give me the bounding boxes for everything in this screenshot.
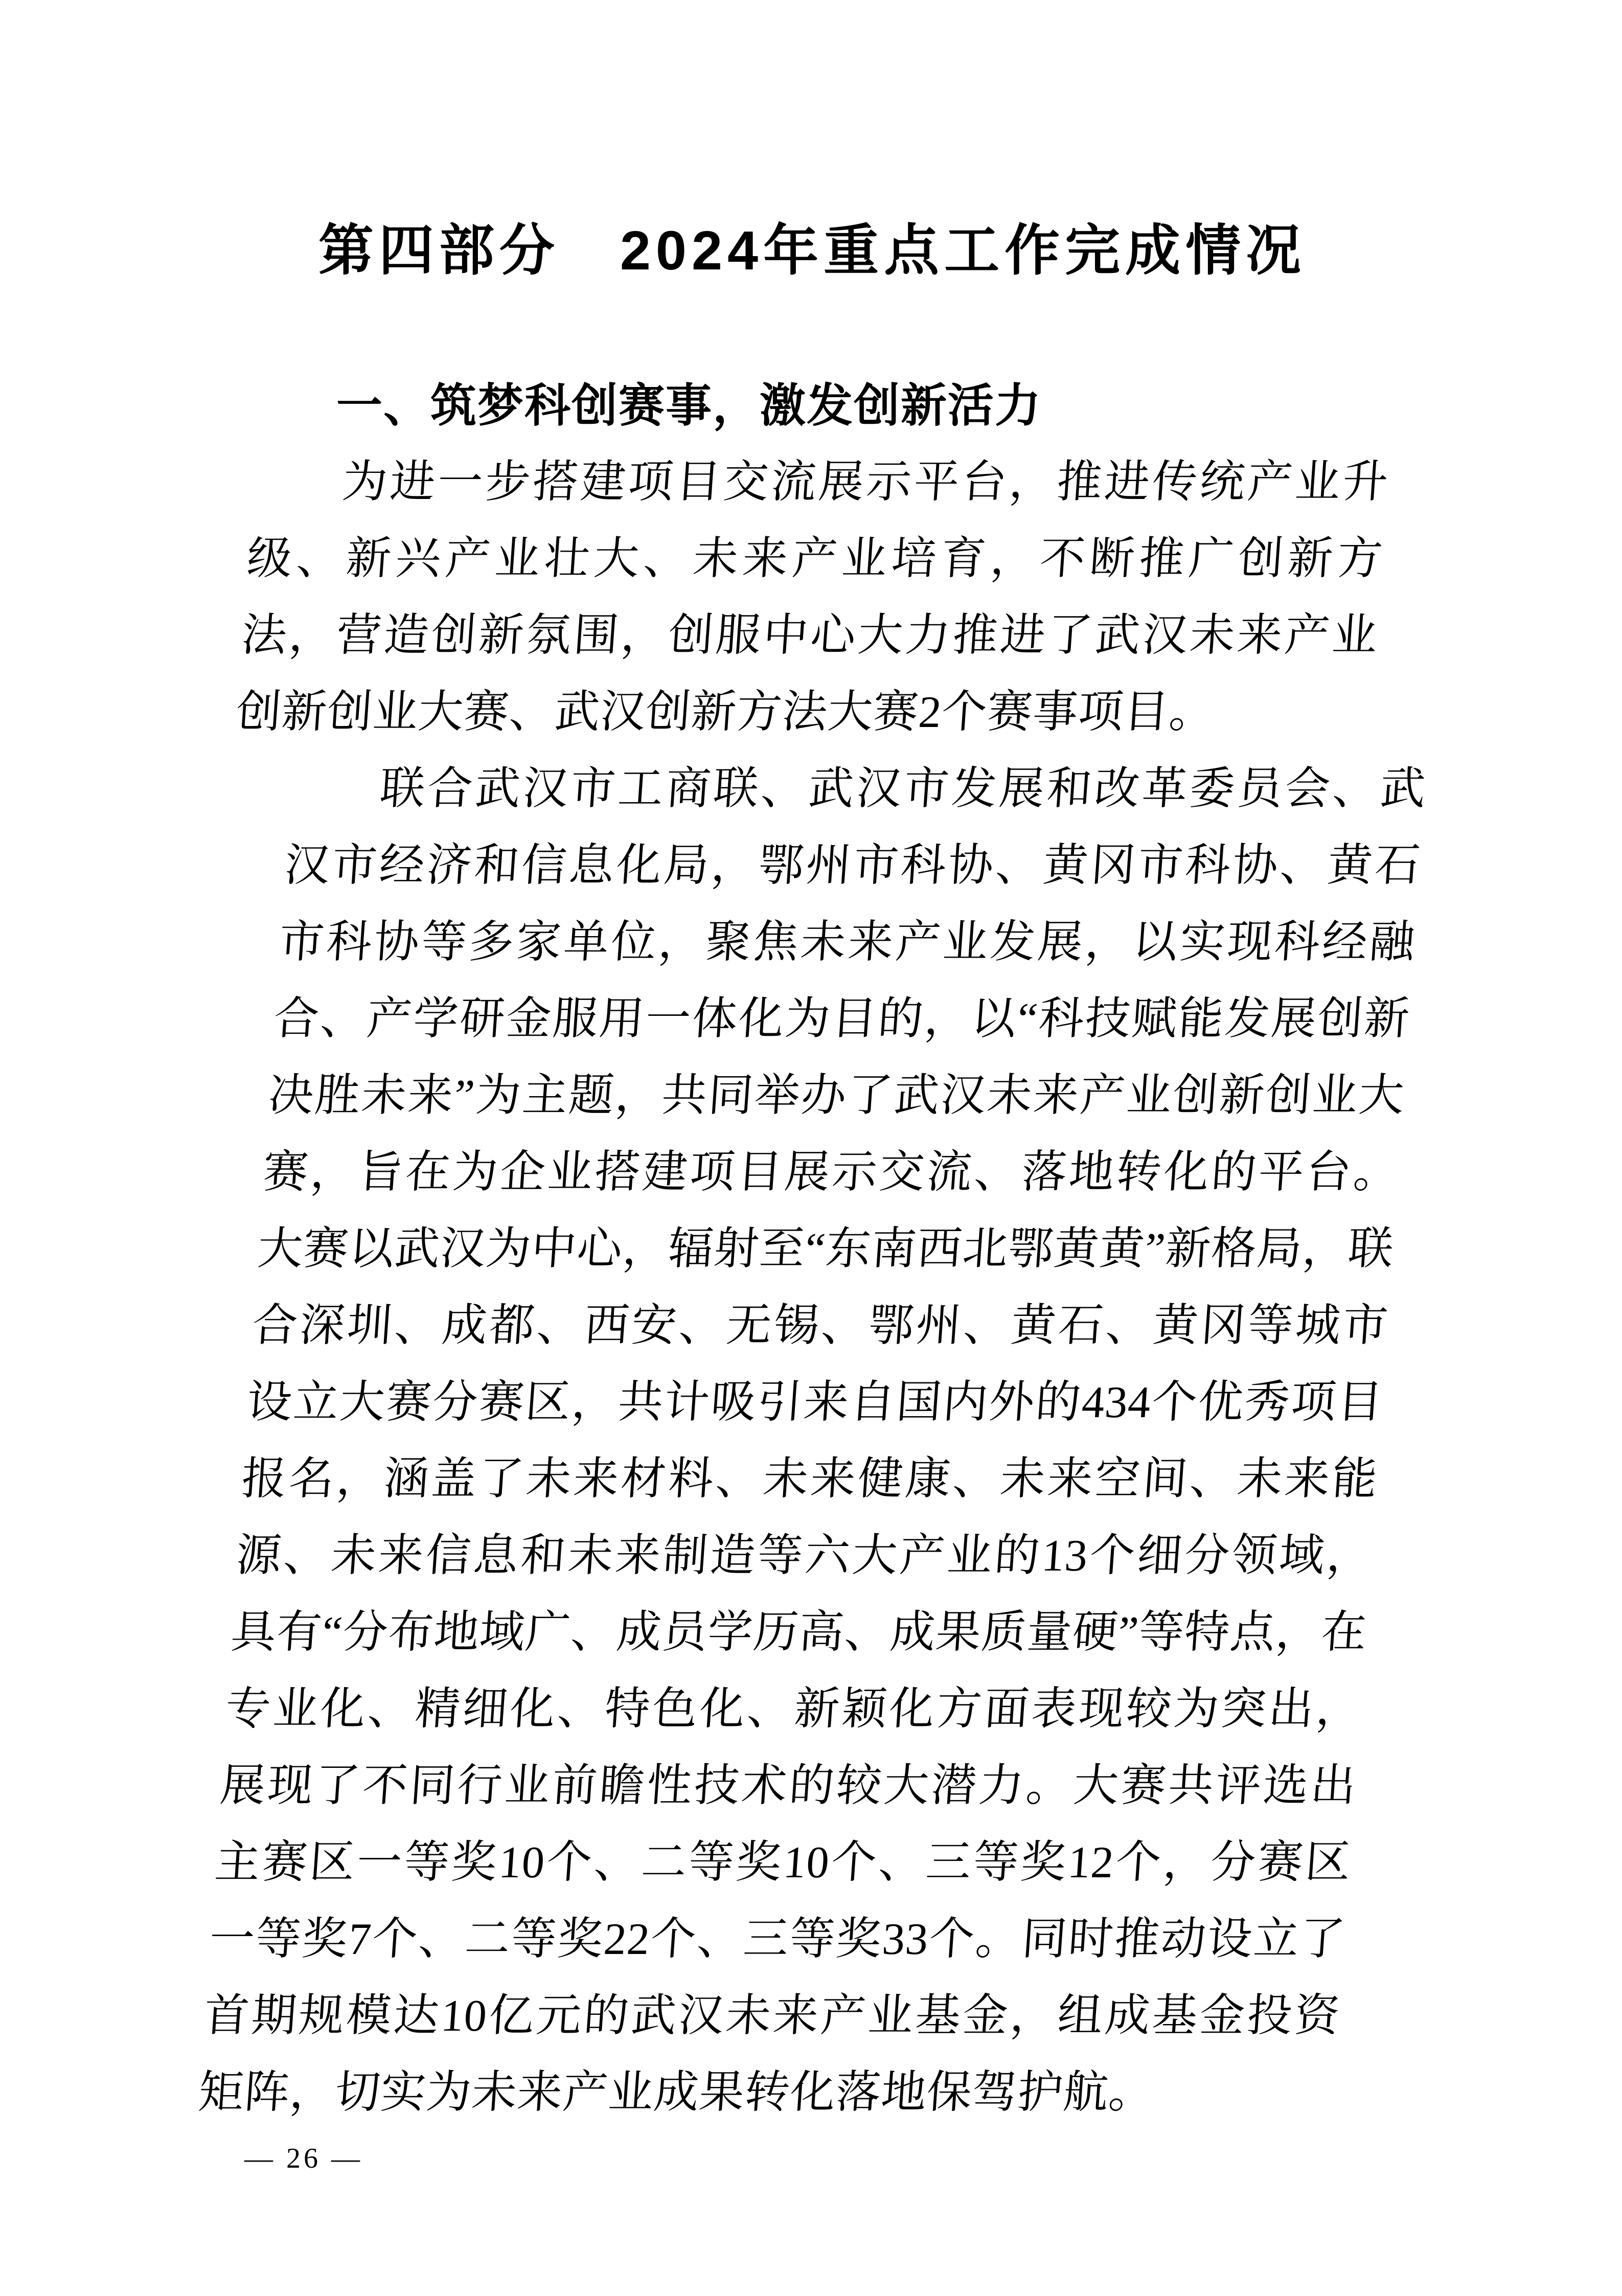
- page-number: — 26 —: [244, 2143, 363, 2174]
- paragraph-1: 为进一步搭建项目交流展示平台，推进传统产业升级、新兴产业壮大、未来产业培育，不断推广创新方法，营造创新氛围，创服中心大力推进了武汉未来产业创新创业大赛、武汉创新方法大赛2个赛事项目。: [234, 458, 1390, 737]
- paragraph-2: 联合武汉市工商联、武汉市发展和改革委员会、武汉市经济和信息化局，鄂州市科协、黄冈市科协、黄石市科协等多家单位，聚焦未来产业发展，以实现科经融合、产学研金服用一体化为目的，以“科技赋能发展创新决胜未来”为主题，共同举办了武汉未来产业创新创业大赛，旨在为企业搭建项目展示交流、落地转化的平台。大赛以武汉为中心，辐射至“东南西北鄂黄黄”新格局，联合深圳、成都、西安、无锡、鄂州、黄石、黄冈等城市设立大赛分赛区，共计吸引来自国内外的434个优秀项目报名，涵盖了未来材料、未来健康、未来空间、未来能源、未来信息和未来制造等六大产业的13个细分领域，具有“分布地域广、成员学历高、成果质量硬”等特点，在专业化、精细化、特色化、新颖化方面表现较为突出，展现了不同行业前瞻性技术的较大潜力。大赛共评选出主赛区一等奖10个、二等奖10个、三等奖12个，分赛区一等奖7个、二等奖22个、三等奖33个。同时推动设立了首期规模达10亿元的武汉未来产业基金，组成基金投资矩阵，切实为未来产业成果转化落地保驾护航。: [197, 764, 1428, 2118]
- section-heading: 一、筑梦科创赛事，激发创新活力: [336, 380, 1042, 431]
- page-title: 第四部分 2024年重点工作完成情况: [318, 219, 1307, 281]
